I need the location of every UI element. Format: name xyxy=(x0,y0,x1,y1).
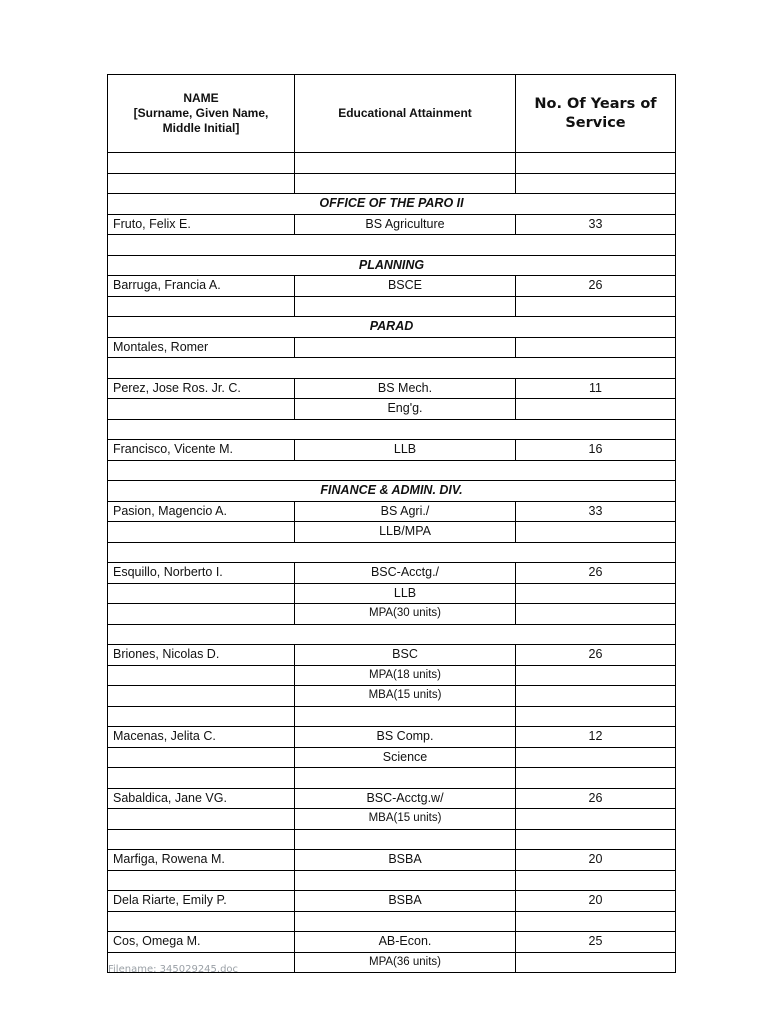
education-value: AB-Econ. xyxy=(295,932,516,953)
education-column-header: Educational Attainment xyxy=(295,75,516,153)
education-value: BSC-Acctg.w/ xyxy=(295,788,516,809)
section-row xyxy=(108,255,676,276)
table-row xyxy=(108,809,676,830)
section-title-finance: FINANCE & ADMIN. DIV. xyxy=(108,481,676,502)
table-row xyxy=(108,214,676,235)
education-value: MBA(15 units) xyxy=(295,686,516,707)
education-value: LLB xyxy=(295,583,516,604)
education-value: LLB xyxy=(295,440,516,461)
empty-row xyxy=(108,870,676,891)
education-value: MPA(30 units) xyxy=(295,604,516,625)
section-row xyxy=(108,194,676,215)
years-value: 16 xyxy=(516,440,676,461)
education-value: MPA(18 units) xyxy=(295,665,516,686)
employee-name: Perez, Jose Ros. Jr. C. xyxy=(108,378,295,399)
table-row xyxy=(108,932,676,953)
spacer-row xyxy=(108,419,676,440)
employee-name: Cos, Omega M. xyxy=(108,932,295,953)
years-value: 12 xyxy=(516,727,676,748)
education-value: BS Mech. xyxy=(295,378,516,399)
name-header-line: NAME xyxy=(183,91,219,105)
empty-row xyxy=(108,768,676,789)
table-header-row xyxy=(108,75,676,153)
section-title-paro: OFFICE OF THE PARO II xyxy=(108,194,676,215)
table-row xyxy=(108,727,676,748)
empty-row xyxy=(108,296,676,317)
table-row xyxy=(108,337,676,358)
name-header-line: Middle Initial] xyxy=(162,121,240,135)
table-row xyxy=(108,583,676,604)
section-title-planning: PLANNING xyxy=(108,255,676,276)
table-row xyxy=(108,645,676,666)
years-value: 11 xyxy=(516,378,676,399)
table-row xyxy=(108,665,676,686)
education-value: BSC xyxy=(295,645,516,666)
filename-footer: Filename: 345029245.doc xyxy=(108,964,239,975)
education-value: BS Agriculture xyxy=(295,214,516,235)
employee-name: Montales, Romer xyxy=(108,337,295,358)
years-value: 25 xyxy=(516,932,676,953)
employee-name: Esquillo, Norberto I. xyxy=(108,563,295,584)
employee-name: Fruto, Felix E. xyxy=(108,214,295,235)
spacer-row xyxy=(108,235,676,256)
table-row xyxy=(108,747,676,768)
years-value: 20 xyxy=(516,850,676,871)
empty-row xyxy=(108,153,676,174)
spacer-row xyxy=(108,542,676,563)
education-value: LLB/MPA xyxy=(295,522,516,543)
table-row xyxy=(108,501,676,522)
education-value: BSBA xyxy=(295,850,516,871)
empty-row xyxy=(108,173,676,194)
employee-name: Briones, Nicolas D. xyxy=(108,645,295,666)
education-value: MPA(36 units) xyxy=(295,952,516,973)
section-row xyxy=(108,481,676,502)
education-value: Eng'g. xyxy=(295,399,516,420)
table-row xyxy=(108,563,676,584)
table-row xyxy=(108,276,676,297)
education-value: MBA(15 units) xyxy=(295,809,516,830)
name-header-line: [Surname, Given Name, xyxy=(133,106,269,120)
education-value: BSC-Acctg./ xyxy=(295,563,516,584)
employee-name: Marfiga, Rowena M. xyxy=(108,850,295,871)
empty-row xyxy=(108,829,676,850)
years-header-line: No. Of Years of xyxy=(534,96,657,113)
education-value: Science xyxy=(295,747,516,768)
years-value: 33 xyxy=(516,214,676,235)
employee-name: Sabaldica, Jane VG. xyxy=(108,788,295,809)
empty-row xyxy=(108,706,676,727)
table-row xyxy=(108,604,676,625)
education-value: BS Comp. xyxy=(295,727,516,748)
years-header-line: Service xyxy=(565,114,626,131)
employee-name: Macenas, Jelita C. xyxy=(108,727,295,748)
employee-name: Dela Riarte, Emily P. xyxy=(108,891,295,912)
education-value: BSBA xyxy=(295,891,516,912)
spacer-row xyxy=(108,358,676,379)
table-row xyxy=(108,378,676,399)
education-value: BS Agri./ xyxy=(295,501,516,522)
personnel-table xyxy=(107,74,676,973)
employee-name: Barruga, Francia A. xyxy=(108,276,295,297)
education-value: BSCE xyxy=(295,276,516,297)
table-row xyxy=(108,788,676,809)
years-value: 26 xyxy=(516,645,676,666)
table-row xyxy=(108,891,676,912)
years-value: 26 xyxy=(516,563,676,584)
years-value: 20 xyxy=(516,891,676,912)
years-value: 26 xyxy=(516,788,676,809)
spacer-row xyxy=(108,624,676,645)
table-row xyxy=(108,522,676,543)
name-column-header xyxy=(108,75,295,153)
table-row xyxy=(108,850,676,871)
section-title-parad: PARAD xyxy=(108,317,676,338)
years-value: 26 xyxy=(516,276,676,297)
years-column-header xyxy=(516,75,676,153)
employee-name: Francisco, Vicente M. xyxy=(108,440,295,461)
spacer-row xyxy=(108,460,676,481)
table-row xyxy=(108,686,676,707)
table-row xyxy=(108,399,676,420)
employee-name: Pasion, Magencio A. xyxy=(108,501,295,522)
years-value: 33 xyxy=(516,501,676,522)
table-row xyxy=(108,440,676,461)
empty-row xyxy=(108,911,676,932)
section-row xyxy=(108,317,676,338)
